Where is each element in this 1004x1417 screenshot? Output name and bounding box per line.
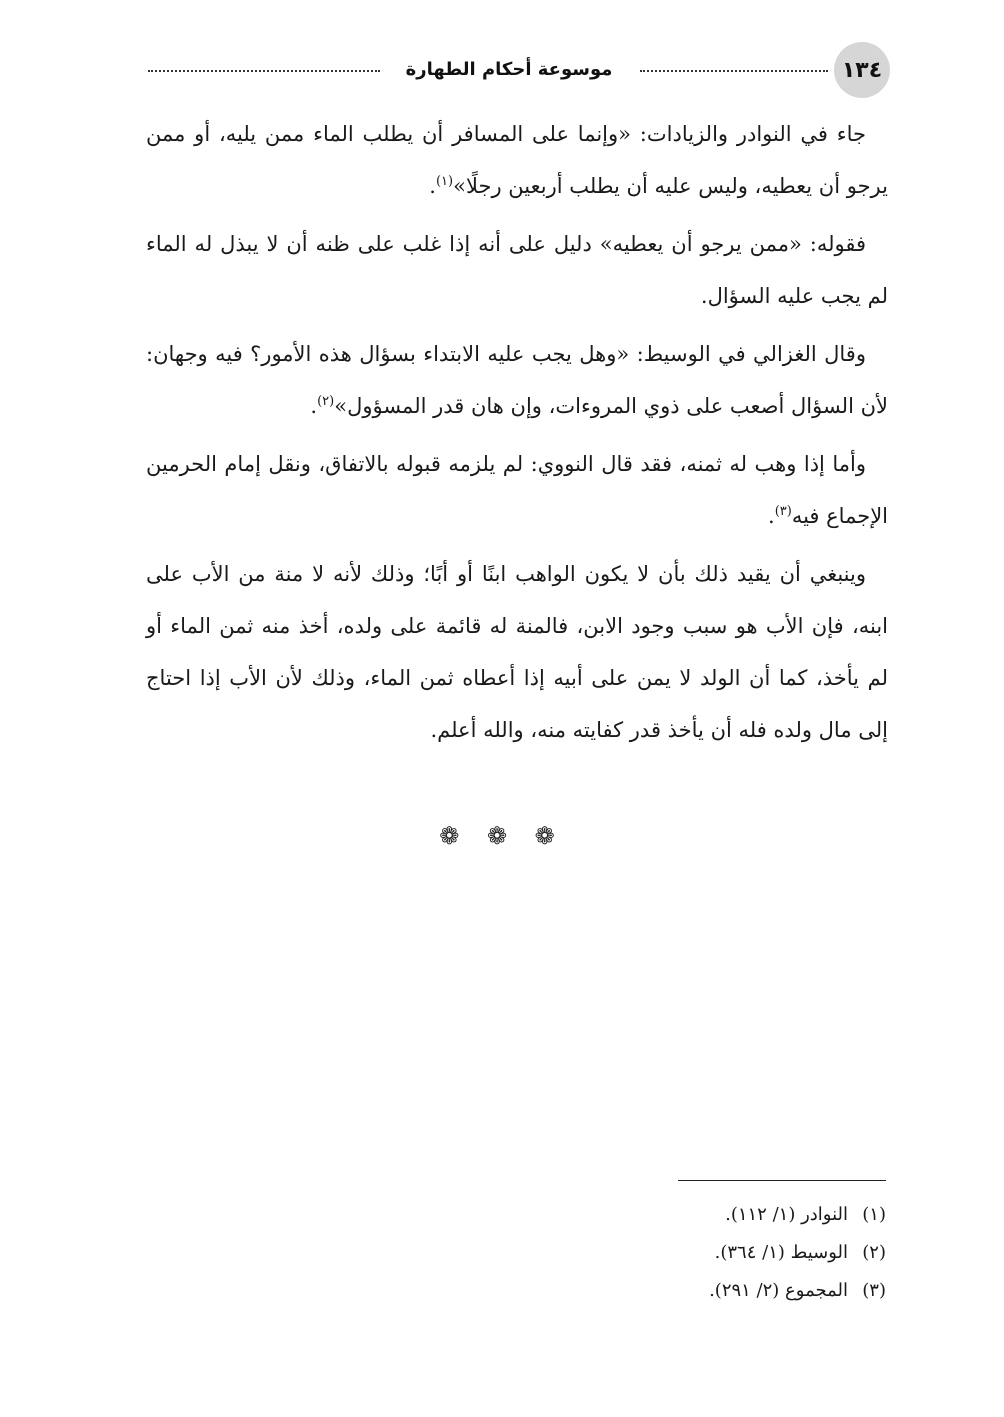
book-title: موسوعة أحكام الطهارة <box>405 59 613 80</box>
paragraph-1 <box>146 108 888 212</box>
paragraph-end-punct: . <box>429 174 436 198</box>
footnote-text: المجموع (٢/ ٢٩١). <box>709 1280 848 1301</box>
paragraph-5 <box>146 548 888 756</box>
footnote-item <box>546 1196 886 1234</box>
footnote-item <box>546 1234 886 1272</box>
paragraph-end-punct: . <box>310 394 318 418</box>
paragraph-end-punct: . <box>768 504 775 528</box>
footnote-separator-rule <box>678 1180 886 1181</box>
paragraph-text: فقوله: «ممن يرجو أن يعطيه» دليل على أنه إذا غلب على ظنه أن لا يبذل له الماء لم يجب عليه السؤال. <box>146 232 888 308</box>
header-dotted-rule-left <box>148 70 380 72</box>
paragraph-4 <box>146 438 888 542</box>
footnote-ref-1[interactable]: (١) <box>435 174 454 189</box>
paragraph-text: جاء في النوادر والزيادات: «وإنما على المسافر أن يطلب الماء ممن يليه، أو ممن يرجو أن يعطيه، وليس عليه أن يطلب أربعين رجلًا» <box>146 122 888 198</box>
section-divider-flowers: ❁ ❁ ❁ <box>439 822 565 850</box>
footnote-number: (٣) <box>862 1280 886 1301</box>
footnote-text: الوسيط (١/ ٣٦٤). <box>714 1242 848 1263</box>
paragraph-text: وأما إذا وهب له ثمنه، فقد قال النووي: لم يلزمه قبوله بالاتفاق، ونقل إمام الحرمين الإجماع فيه <box>146 452 888 528</box>
footnote-item <box>546 1272 886 1310</box>
paragraph-3 <box>146 328 888 432</box>
page-header <box>148 42 890 98</box>
page-number-badge: ١٣٤ <box>834 42 890 98</box>
paragraph-text: وينبغي أن يقيد ذلك بأن لا يكون الواهب ابنًا أو أبًا؛ وذلك لأنه لا منة من الأب على ابنه، فإن الأب هو سبب وجود الابن، فالمنة له قائمة على ولده، أخذ منه ثمن الماء أو لم يأخذ، كما أن الولد لا يمن على أبيه إذا أعطاه ثمن الماء، وذلك لأن الأب إذا احتاج إلى مال ولده فله أن يأخذ قدر كفايته منه، والله أعلم. <box>146 562 888 742</box>
footnote-text: النوادر (١/ ١١٢). <box>725 1204 848 1225</box>
footnote-ref-3[interactable]: (٣) <box>774 504 792 519</box>
footnote-number: (١) <box>862 1204 886 1225</box>
footnotes <box>546 1196 886 1310</box>
footnote-ref-2[interactable]: (٢) <box>317 394 335 409</box>
paragraph-text: وقال الغزالي في الوسيط: «وهل يجب عليه الابتداء بسؤال هذه الأمور؟ فيه وجهان: لأن السؤال أصعب على ذوي المروءات، وإن هان قدر المسؤول» <box>146 342 888 418</box>
footnote-number: (٢) <box>862 1242 886 1263</box>
body-text <box>146 108 888 762</box>
paragraph-2 <box>146 218 888 322</box>
header-dotted-rule-right <box>640 70 828 72</box>
